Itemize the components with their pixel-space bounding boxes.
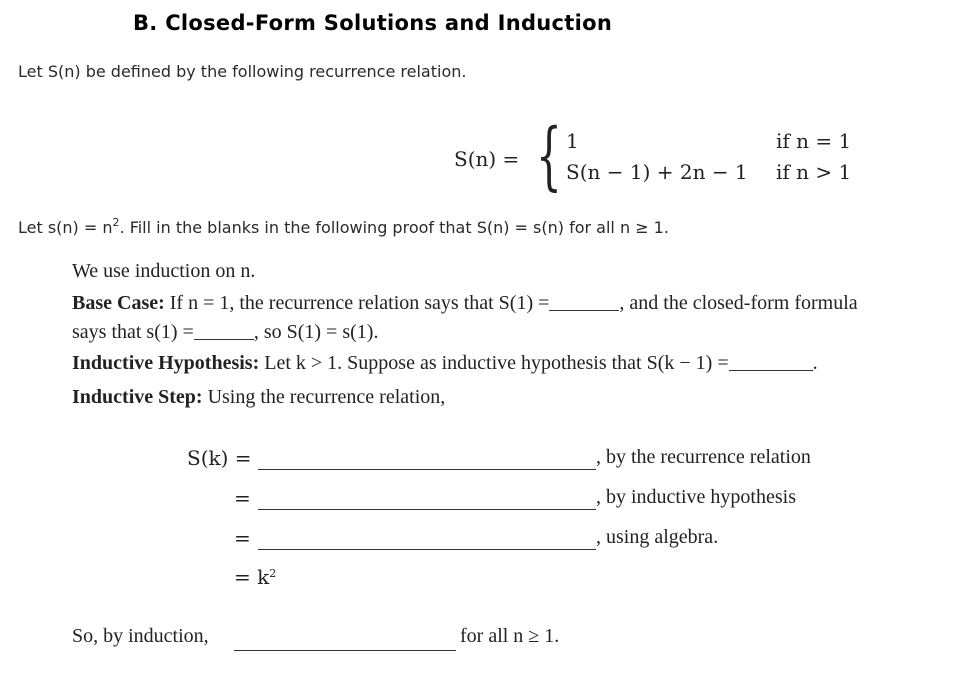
blank-step-1[interactable] [258, 446, 596, 470]
equals-sign: = [234, 486, 251, 510]
blank-S1[interactable] [549, 292, 619, 311]
inductive-step-line: Inductive Step: Using the recurrence relation, [72, 386, 446, 408]
case1-condition: if n = 1 [776, 129, 852, 153]
reason-3: , using algebra. [596, 526, 719, 548]
section-title: B. Closed-Form Solutions and Induction [133, 11, 613, 35]
blank-conclusion[interactable] [234, 627, 456, 651]
recurrence-lhs: S(n) = [454, 147, 520, 171]
case2-condition: if n > 1 [776, 160, 852, 184]
blank-hypothesis[interactable] [729, 352, 813, 371]
reason-2: , by inductive hypothesis [596, 486, 796, 508]
case1-expression: 1 [566, 129, 579, 153]
closed-form-statement: Let $s(n) = n^2$. Fill in the blanks in the following proof that S(n) = s(n) for all n ≥ 1. [18, 216, 669, 237]
base-case-line-2: says that s(1) = , so S(1) = s(1). [72, 321, 379, 343]
left-brace-icon: { [536, 113, 562, 199]
conclusion-prefix: So, by induction, [72, 625, 209, 647]
equals-sign: = [234, 526, 251, 550]
final-equation: = $k^2$ [234, 565, 277, 589]
blank-step-3[interactable] [258, 526, 596, 550]
inductive-hypothesis-line: Inductive Hypothesis: Let k > 1. Suppose as inductive hypothesis that S(k − 1) = . [72, 352, 818, 374]
proof-intro: We use induction on n. [72, 260, 256, 282]
reason-1: , by the recurrence relation [596, 446, 811, 468]
blank-step-2[interactable] [258, 486, 596, 510]
case2-expression: S(n − 1) + 2n − 1 [566, 160, 748, 184]
intro-text: Let S(n) be defined by the following recurrence relation. [18, 62, 467, 81]
derivation-lhs: S(k) = [187, 446, 252, 470]
base-case-line: Base Case: If n = 1, the recurrence relation says that S(1) = , and the closed-form formula [72, 292, 858, 314]
conclusion-suffix: for all n ≥ 1. [460, 625, 560, 647]
blank-s1[interactable] [194, 321, 254, 340]
